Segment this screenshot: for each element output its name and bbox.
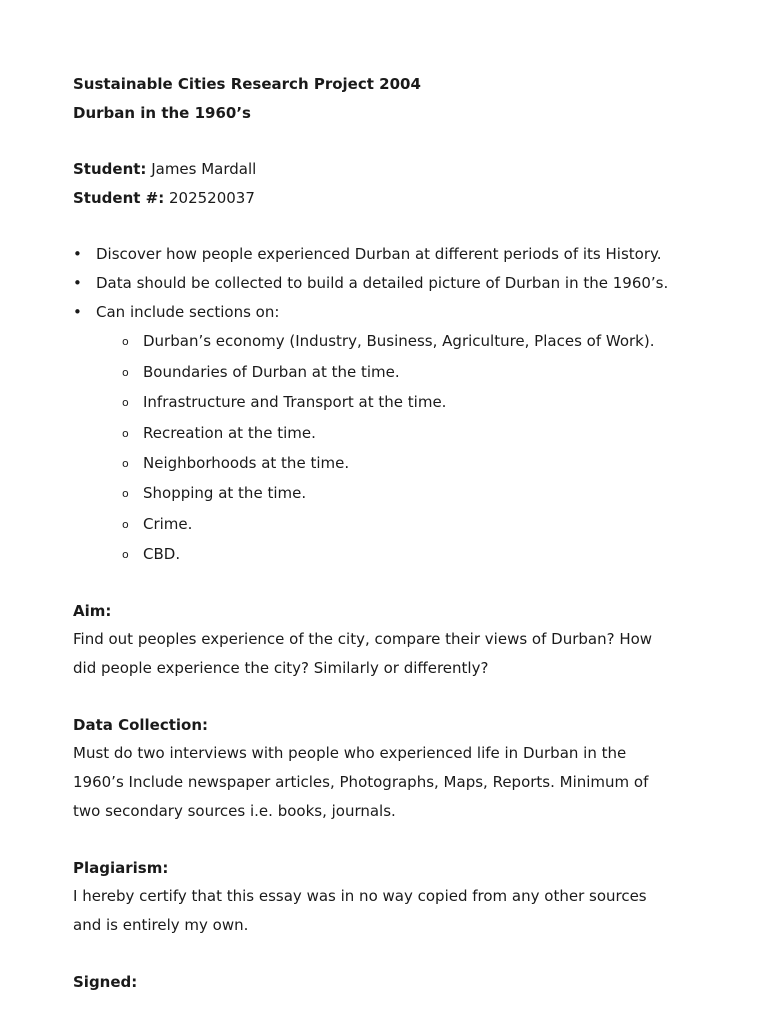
data-collection-line: two secondary sources i.e. books, journals. xyxy=(73,801,396,820)
list-item xyxy=(73,387,713,417)
sub-bullet-icon: o xyxy=(122,517,129,531)
sub-bullet-icon: o xyxy=(122,426,129,440)
list-item xyxy=(73,298,713,327)
data-collection-line: Must do two interviews with people who experienced life in Durban in the xyxy=(73,744,627,763)
student-name-row xyxy=(73,155,713,184)
list-item xyxy=(73,357,713,387)
section-text: Crime. xyxy=(143,514,193,533)
bullet-icon: • xyxy=(73,273,82,292)
data-collection-heading: Data Collection: xyxy=(73,715,209,734)
aim-text xyxy=(73,625,713,683)
list-item xyxy=(73,240,713,269)
sub-bullet-icon: o xyxy=(122,487,129,501)
list-item xyxy=(73,478,713,508)
data-collection-line: 1960’s Include newspaper articles, Photographs, Maps, Reports. Minimum of xyxy=(73,773,649,792)
document-title: Sustainable Cities Research Project 2004 xyxy=(73,75,421,93)
list-item xyxy=(73,269,713,298)
student-name: James Mardall xyxy=(151,160,257,178)
document-page xyxy=(73,70,713,996)
bullet-text: Discover how people experienced Durban at different periods of its History. xyxy=(96,245,662,263)
data-collection-text xyxy=(73,739,713,825)
section-list xyxy=(73,326,713,569)
list-item xyxy=(73,326,713,356)
section-text: CBD. xyxy=(143,545,181,564)
bullet-text: Can include sections on: xyxy=(96,302,280,321)
aim-line: Find out peoples experience of the city, compare their views of Durban? How xyxy=(73,630,653,649)
plagiarism-text xyxy=(73,882,713,940)
plagiarism-heading: Plagiarism: xyxy=(73,858,169,877)
section-text: Recreation at the time. xyxy=(143,423,316,442)
list-item xyxy=(73,448,713,478)
student-number: 202520037 xyxy=(168,188,255,207)
list-item xyxy=(73,539,713,569)
sub-bullet-icon: o xyxy=(122,396,129,410)
section-text: Neighborhoods at the time. xyxy=(143,454,350,473)
student-number-label: Student #: xyxy=(73,188,165,207)
document-subtitle: Durban in the 1960’s xyxy=(73,103,251,122)
plagiarism-line: and is entirely my own. xyxy=(73,915,249,934)
section-text: Boundaries of Durban at the time. xyxy=(143,362,400,381)
plagiarism-line: I hereby certify that this essay was in no way copied from any other sources xyxy=(73,887,647,906)
aim-line: did people experience the city? Similarly or differently? xyxy=(73,658,489,677)
list-item xyxy=(73,509,713,539)
bullet-text: Data should be collected to build a detailed picture of Durban in the 1960’s. xyxy=(96,273,669,292)
section-text: Shopping at the time. xyxy=(143,484,307,503)
signed-label: Signed: xyxy=(73,972,138,991)
sub-bullet-icon: o xyxy=(122,457,129,471)
section-text: Infrastructure and Transport at the time. xyxy=(143,393,447,412)
sub-bullet-icon: o xyxy=(122,548,129,562)
bullet-icon: • xyxy=(73,302,82,321)
sub-bullet-icon: o xyxy=(122,365,129,379)
student-number-row xyxy=(73,184,713,213)
bullet-icon: • xyxy=(73,245,82,263)
sub-bullet-icon: o xyxy=(122,335,129,349)
section-text: Durban’s economy (Industry, Business, Agriculture, Places of Work). xyxy=(143,332,655,351)
aim-heading: Aim: xyxy=(73,601,112,620)
student-name-label: Student: xyxy=(73,160,147,178)
list-item xyxy=(73,418,713,448)
bullet-list xyxy=(73,240,713,326)
